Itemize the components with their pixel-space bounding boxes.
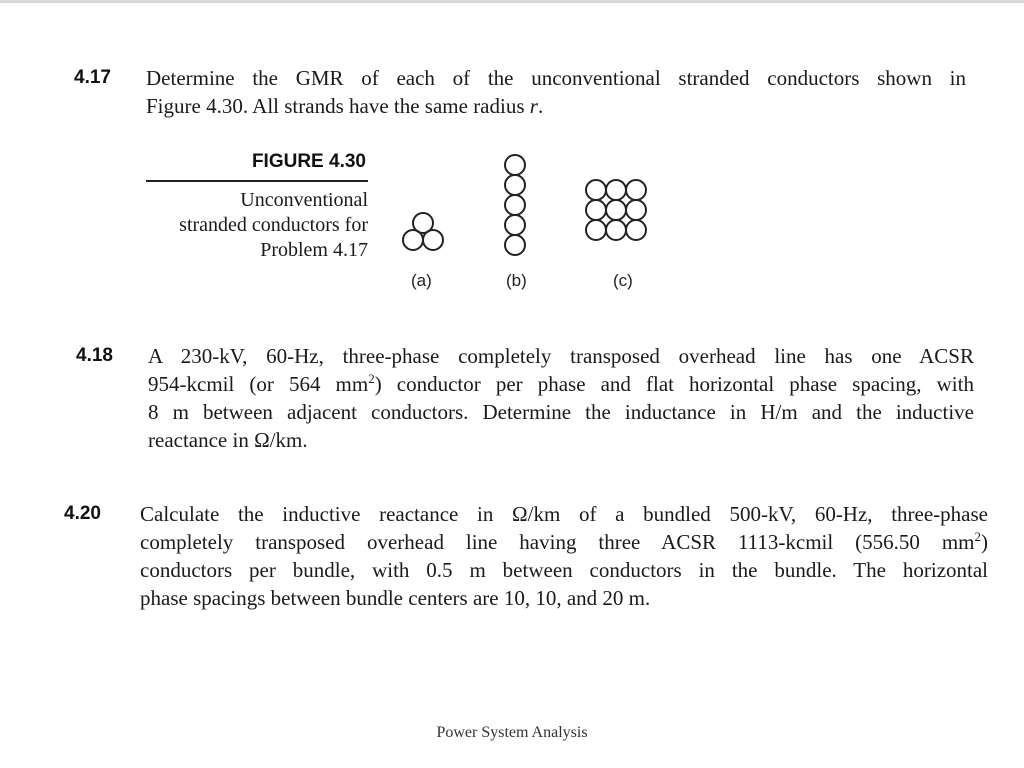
problem-number: 4.17 [74,67,111,88]
problem-text [148,342,974,454]
problem-line [146,92,966,120]
text-run: 954-kcmil (or 564 mm [148,372,369,396]
top-border [0,0,1024,3]
strand [586,220,606,240]
page-footer: Power System Analysis [436,724,588,741]
problem-number: 4.18 [76,345,113,366]
strand [505,215,525,235]
superscript: 2 [974,529,981,544]
strand [505,235,525,255]
strand [606,200,626,220]
problem-line: phase spacings between bundle centers are 10, 10, and 20 m. [140,586,651,610]
panel-c-label: (c) [613,271,633,290]
strand [403,230,423,250]
strand [626,220,646,240]
strand [505,155,525,175]
strand [606,220,626,240]
strand [423,230,443,250]
panel-a-label: (a) [411,271,432,290]
problem-text [140,500,988,612]
strand [505,175,525,195]
panel-c-conductor [586,180,646,240]
problem-line: A 230-kV, 60-Hz, three-phase completely transposed overhead line has one ACSR [148,344,974,368]
problem-line: conductors per bundle, with 0.5 m between conductors in the bundle. The horizontal [140,558,988,582]
panel-b-label: (b) [506,271,527,290]
problem-line: 8 m between adjacent conductors. Determine the inductance in H/m and the inductive [148,400,974,424]
problem-line: Determine the GMR of each of the unconventional stranded conductors shown in [146,66,966,90]
panel-b-conductor [505,155,525,255]
problem-line [140,528,988,556]
strand [586,200,606,220]
figure-title: FIGURE 4.30 [251,151,366,172]
figure-rule [146,180,368,182]
figure-desc-line: Unconventional [240,189,368,211]
figure-caption [146,148,368,263]
figure-desc-line: Problem 4.17 [260,239,368,261]
strand [606,180,626,200]
radius-variable: r [529,94,538,118]
problem-line [148,370,974,398]
problem-line: reactance in Ω/km. [148,428,308,452]
text-run: ) [981,530,988,554]
figure-desc-line: stranded conductors for [179,214,368,236]
panel-a-conductor [403,213,443,250]
strand [626,200,646,220]
strand [586,180,606,200]
strand [505,195,525,215]
text-run: . [537,94,544,118]
problem-text [146,64,966,120]
figure-description [146,188,368,263]
text-run: Figure 4.30. All strands have the same radius [146,94,530,118]
text-run: ) conductor per phase and flat horizontal phase spacing, with [374,372,974,396]
superscript: 2 [368,371,375,386]
text-run: completely transposed overhead line having three ACSR 1113-kcmil (556.50 mm [140,530,975,554]
problem-line: Calculate the inductive reactance in Ω/km of a bundled 500-kV, 60-Hz, three-phase [140,502,988,526]
problem-number: 4.20 [64,503,101,524]
stranded-conductors-figure [390,150,680,265]
strand [626,180,646,200]
